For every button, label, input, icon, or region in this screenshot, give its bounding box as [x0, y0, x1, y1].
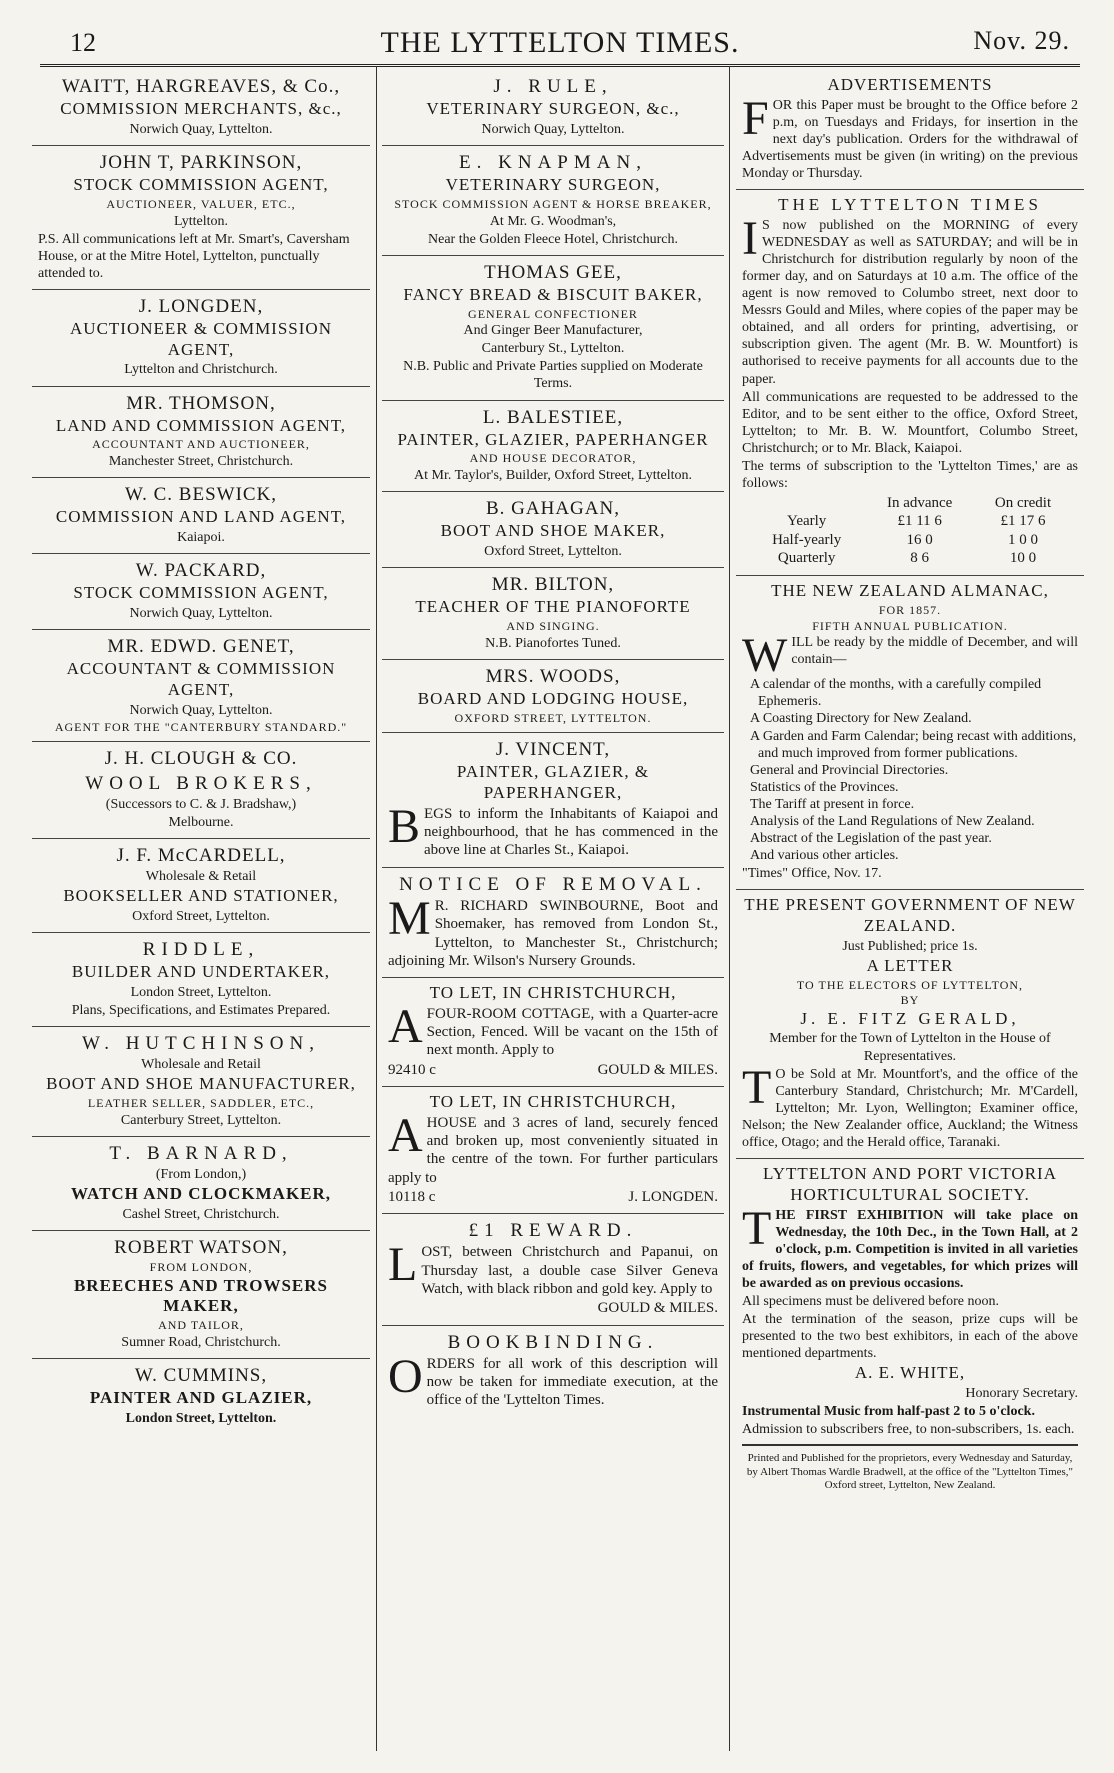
ad-address: Cashel Street, Christchurch. [122, 1206, 280, 1222]
ad-heading: TO LET, IN CHRISTCHURCH, [429, 983, 677, 1003]
ad-address: Kaiapoi. [177, 530, 225, 546]
ad-knapman [382, 146, 724, 256]
page-number: 12 [70, 28, 96, 57]
ad-barnard [32, 1137, 370, 1231]
ad-heading: E. KNAPMAN, [459, 151, 647, 173]
ad-heading: W. CUMMINS, [134, 1364, 268, 1386]
ad-subheading: COMMISSION MERCHANTS, &c., [60, 99, 342, 119]
notice-horticultural-society [736, 1159, 1084, 1499]
drop-cap: A [388, 999, 423, 1053]
ad-heading: ROBERT WATSON, [114, 1236, 288, 1258]
ad-subheading: BOOKSELLER AND STATIONER, [63, 886, 339, 906]
ad-subheading: PAINTER, GLAZIER, & PAPERHANGER, [456, 762, 650, 803]
notice-author: A. E. WHITE, [854, 1363, 966, 1383]
ad-beswick [32, 478, 370, 554]
ad-heading: B. GAHAGAN, [486, 498, 620, 520]
ad-subheading: BOARD AND LODGING HOUSE, [417, 688, 689, 708]
ad-line: ACCOUNTANT AND AUCTIONEER, [92, 437, 310, 452]
ad-address: Norwich Quay, Lyttelton. [129, 702, 273, 718]
list-item: A Garden and Farm Calendar; being recast with additions, and much improved from former publications. [750, 728, 1077, 761]
ad-packard [32, 554, 370, 630]
ad-ref: 10118 c [388, 1188, 436, 1205]
ad-heading: THOMAS GEE, [484, 261, 622, 283]
notice-body: All specimens must be delivered before noon. [742, 1293, 999, 1309]
ad-heading: W. HUTCHINSON, [82, 1033, 320, 1055]
ad-gahagan [382, 492, 724, 568]
ad-reward [382, 1214, 724, 1325]
ad-line: And Ginger Beer Manufacturer, [463, 323, 643, 339]
ad-address: Canterbury St., Lyttelton. [481, 341, 625, 357]
printer-imprint: Printed and Published for the proprietors, every Wednesday and Saturday, by Albert Thomas Wardle Bradwell, at the office of the "Lyttelton Times," Oxford street, Lyttelton, New Zealand. [742, 1444, 1078, 1492]
ad-heading: WAITT, HARGREAVES, & Co., [61, 76, 341, 97]
ad-subheading: LAND AND COMMISSION AGENT, [55, 415, 347, 435]
ad-address: Melbourne. [168, 814, 234, 830]
issue-date: Nov. 29. [973, 26, 1070, 55]
ad-heading: W. PACKARD, [135, 560, 267, 582]
ad-line: Wholesale & Retail [145, 869, 257, 885]
ad-body: FOUR-ROOM COTTAGE, with a Quarter-acre Section, Fenced. Will be vacant on the 15th of next month. Apply to [426, 1005, 718, 1059]
ad-line: (From London,) [155, 1166, 247, 1182]
ad-address: Norwich Quay, Lyttelton. [129, 606, 273, 622]
ad-subheading: PAINTER AND GLAZIER, [89, 1387, 313, 1407]
table-header: On credit [994, 495, 1052, 512]
ad-subheading: BOOT AND SHOE MAKER, [440, 521, 666, 541]
ad-rule [382, 70, 724, 146]
drop-cap: T [742, 1060, 772, 1114]
notice-heading: ADVERTISEMENTS [827, 75, 993, 94]
table-row: Quarterly 8 6 10 0 [777, 550, 1037, 566]
notice-body: Instrumental Music from half-past 2 to 5 o'clock. [742, 1404, 1035, 1420]
column-3 [736, 70, 1084, 1499]
notice-line: Honorary Secretary. [965, 1385, 1078, 1401]
ad-signature: J. LONGDEN. [628, 1188, 718, 1205]
ad-address: Oxford Street, Lyttelton. [132, 908, 270, 924]
list-item: Statistics of the Provinces. [750, 779, 899, 795]
notice-government [736, 890, 1084, 1159]
column-1 [32, 70, 370, 1434]
notice-line: BY [900, 993, 920, 1008]
notice-author: J. E. FITZ GERALD, [800, 1008, 1020, 1028]
ad-genet [32, 630, 370, 742]
ad-line: AND HOUSE DECORATOR, [469, 451, 637, 466]
list-item: General and Provincial Directories. [750, 762, 949, 778]
column-divider [376, 66, 377, 1751]
ad-subheading: COMMISSION AND LAND AGENT, [55, 507, 347, 527]
ad-heading: MRS. WOODS, [485, 665, 621, 687]
notice-body: Admission to subscribers free, to non-subscribers, 1s. each. [742, 1422, 1075, 1438]
list-item: Abstract of the Legislation of the past year. [750, 830, 992, 846]
list-item: A calendar of the months, with a carefully compiled Ephemeris. [750, 677, 1042, 710]
notice-heading: LYTTELTON AND PORT VICTORIA HORTICULTURAL SOCIETY. [763, 1164, 1057, 1204]
ad-note: N.B. Public and Private Parties supplied on Moderate Terms. [403, 359, 703, 392]
ad-subheading: TEACHER OF THE PIANOFORTE [415, 597, 691, 617]
ad-address: Norwich Quay, Lyttelton. [481, 121, 625, 137]
list-item: The Tariff at present in force. [750, 796, 915, 812]
ad-subheading: VETERINARY SURGEON, [445, 175, 661, 195]
notice-line: Just Published; price 1s. [842, 938, 978, 954]
list-item: Analysis of the Land Regulations of New Zealand. [750, 813, 1035, 829]
almanac-contents [742, 676, 1078, 864]
ad-heading: £1 REWARD. [468, 1220, 638, 1242]
ad-address: Sumner Road, Christchurch. [121, 1334, 281, 1350]
ad-cummins [32, 1359, 370, 1434]
ad-parkinson [32, 146, 370, 290]
table-row: Half-yearly 16 0 1 0 0 [772, 531, 1039, 548]
ad-subheading: FANCY BREAD & BISCUIT BAKER, [403, 284, 703, 304]
ad-heading: J. F. McCARDELL, [116, 844, 286, 866]
ad-subheading: BREECHES AND TROWSERS MAKER, [73, 1275, 329, 1316]
notice-body: O be Sold at Mr. Mountfort's, and the office of the Canterbury Standard, Christchurch; Mr. M'Cardell, Lyttelton; Mr. Lyon, Wellington; Examiner office, Nelson; the New Zealander office, Auckland; the Witness office, Otago; and the Herald office, Taranaki. [742, 1066, 1078, 1150]
ad-subheading: WOOL BROKERS, [85, 772, 317, 794]
ad-ref: 92410 c [388, 1061, 436, 1078]
ad-heading: J. RULE, [493, 76, 613, 97]
ad-gee [382, 256, 724, 401]
list-item: A Coasting Directory for New Zealand. [750, 711, 972, 727]
drop-cap: M [388, 891, 431, 945]
ad-line: AUCTIONEER, VALUER, ETC., [106, 196, 296, 211]
ad-heading: L. BALESTIEE, [482, 406, 624, 428]
ad-note: P.S. All communications left at Mr. Smart's, Caversham House, or at the Mitre Hotel, Lyttelton, punctually attended to. [38, 231, 350, 281]
ad-signature: GOULD & MILES. [597, 1061, 718, 1078]
ad-waitt [32, 70, 370, 146]
ad-line: At Mr. G. Woodman's, [489, 213, 617, 229]
ad-heading: JOHN T, PARKINSON, [99, 151, 303, 173]
ad-subheading: AUCTIONEER & COMMISSION AGENT, [70, 319, 332, 359]
ad-heading: RIDDLE, [142, 939, 260, 961]
ad-subheading: STOCK COMMISSION AGENT, [73, 583, 329, 603]
ad-address: Canterbury Street, Lyttelton. [120, 1112, 282, 1128]
ad-heading: J. LONGDEN, [138, 295, 264, 317]
table-row: Yearly £1 11 6 £1 17 6 [786, 513, 1046, 530]
ad-body: OST, between Christchurch and Papanui, on Thursday last, a double case Silver Geneva Watch, with black ribbon and gold key. Apply to [421, 1244, 718, 1298]
ad-line: AGENT FOR THE "CANTERBURY STANDARD." [54, 719, 348, 734]
table-header: In advance [886, 495, 953, 512]
ad-to-let-cottage [382, 978, 724, 1087]
ad-line: LEATHER SELLER, SADDLER, ETC., [87, 1096, 315, 1111]
drop-cap: T [742, 1201, 772, 1255]
ad-address: Oxford Street, Lyttelton. [484, 544, 622, 560]
notice-body: All communications are requested to be addressed to the Editor, and to be sent either to the office, Oxford Street, Lyttelton; to Mr. B. W. Mountfort, Columbo Street, Christchurch; or to Mr. Black, Kaiapoi. [742, 389, 1078, 456]
notice-body: ILL be ready by the middle of December, and will contain— [791, 635, 1078, 668]
notice-advertisements [736, 70, 1084, 190]
ad-removal [382, 868, 724, 978]
ad-heading: NOTICE OF REMOVAL. [399, 873, 707, 895]
notice-signature: "Times" Office, Nov. 17. [742, 866, 882, 882]
ad-body: RDERS for all work of this description will now be taken for immediate execution, at the office of the 'Lyttelton Times. [426, 1355, 718, 1409]
ad-heading: J. H. CLOUGH & CO. [104, 748, 298, 770]
ad-hutchinson [32, 1027, 370, 1137]
masthead-rule [40, 64, 1080, 67]
ad-note: N.B. Pianofortes Tuned. [485, 635, 621, 651]
ad-bilton [382, 568, 724, 660]
notice-line: A LETTER [866, 955, 954, 975]
drop-cap: B [388, 799, 421, 853]
ad-heading: T. BARNARD, [109, 1142, 293, 1164]
ad-body: HOUSE and 3 acres of land, securely fenced and broken up, most conveniently situated in the centre of the town. For further particulars apply to [388, 1114, 718, 1186]
notice-body: At the termination of the season, prize cups will be presented to the two best exhibitors, in each of the above mentioned departments. [742, 1311, 1078, 1362]
ad-balestiee [382, 401, 724, 493]
notice-line: TO THE ELECTORS OF LYTTELTON, [796, 977, 1024, 992]
drop-cap: O [388, 1349, 423, 1403]
notice-almanac [736, 576, 1084, 890]
notice-body: HE FIRST EXHIBITION will take place on Wednesday, the 10th Dec., in the Town Hall, at 2 o'clock, p.m. Competition is invited in all varieties of fruits, flowers, and vegetables, for which prizes will be awarded as on previous occasions. [742, 1207, 1078, 1291]
notice-line: Member for the Town of Lyttelton in the House of Representatives. [769, 1031, 1051, 1064]
ad-line: AND SINGING. [506, 619, 600, 634]
ad-subheading: ACCOUNTANT & COMMISSION AGENT, [66, 659, 336, 700]
ad-thomson [32, 387, 370, 479]
ad-line: (Successors to C. & J. Bradshaw,) [105, 796, 297, 812]
ad-address: OXFORD STREET, LYTTELTON. [454, 710, 652, 725]
ad-bookbinding [382, 1326, 724, 1417]
ad-line: FROM LONDON, [149, 1260, 253, 1275]
ad-subheading: BUILDER AND UNDERTAKER, [71, 962, 331, 982]
notice-line: FOR 1857. [878, 603, 942, 618]
notice-line: FIFTH ANNUAL PUBLICATION. [812, 618, 1008, 633]
ad-heading: BOOKBINDING. [447, 1331, 659, 1353]
ad-subheading: WATCH AND CLOCKMAKER, [70, 1184, 332, 1204]
ad-line: Plans, Specifications, and Estimates Prepared. [71, 1003, 331, 1019]
notice-heading: THE NEW ZEALAND ALMANAC, [771, 581, 1049, 601]
ad-address: Lyttelton and Christchurch. [124, 362, 278, 378]
ad-address: Near the Golden Fleece Hotel, Christchurch. [428, 231, 678, 247]
notice-body: OR this Paper must be brought to the Office before 2 p.m, on Tuesdays and Fridays, for insertion in the next day's publication. Orders for the withdrawal of Advertisements must be given (in writing) on the previous Monday or Thursday. [742, 97, 1078, 182]
ad-subheading: PAINTER, GLAZIER, PAPERHANGER [397, 429, 709, 449]
masthead [40, 22, 1080, 62]
ad-line: GENERAL CONFECTIONER [468, 306, 638, 321]
notice-body: S now published on the MORNING of every WEDNESDAY as well as SATURDAY; and will be in Christchurch for distribution regularly by noon of the former day, and on Saturdays at 10 a.m. The office of the agent is now removed to Columbo street, next door to Messrs Gould and Miles, where copies of the paper may be obtained, and all orders for printing, advertising, or subscription given. The agent (Mr. B. W. Mountfort) is authorised to receive payments for all accounts due to the paper. [742, 217, 1078, 387]
list-item: And various other articles. [750, 848, 899, 864]
ad-clough [32, 742, 370, 839]
drop-cap: F [742, 91, 769, 145]
notice-heading: THE PRESENT GOVERNMENT OF NEW ZEALAND. [744, 895, 1076, 935]
drop-cap: W [742, 629, 788, 683]
notice-lyttelton-times [736, 190, 1084, 576]
ad-mccardell [32, 839, 370, 933]
ad-woods [382, 660, 724, 734]
ad-heading: J. VINCENT, [495, 739, 611, 761]
column-divider [729, 66, 730, 1751]
ad-address: London Street, Lyttelton. [130, 984, 272, 1000]
ad-subheading: BOOT AND SHOE MANUFACTURER, [46, 1074, 356, 1094]
ad-line: AND TAILOR, [158, 1318, 244, 1333]
ad-subheading: STOCK COMMISSION AGENT, [73, 175, 329, 195]
ad-address: At Mr. Taylor's, Builder, Oxford Street, Lyttelton. [414, 468, 692, 484]
ad-heading: MR. BILTON, [491, 574, 615, 596]
notice-heading: THE LYTTELTON TIMES [778, 195, 1042, 215]
drop-cap: A [388, 1108, 423, 1162]
notice-body: The terms of subscription to the 'Lyttelton Times,' are as follows: [742, 458, 1078, 492]
ad-longden [32, 290, 370, 387]
ad-subheading: VETERINARY SURGEON, &c., [426, 99, 680, 119]
drop-cap: I [742, 211, 758, 265]
ad-line: Wholesale and Retail [141, 1057, 261, 1073]
ad-watson [32, 1231, 370, 1359]
drop-cap: L [388, 1238, 418, 1292]
ad-body: R. RICHARD SWINBOURNE, Boot and Shoemaker, has removed from London St., Lyttelton, to Manchester St., Christchurch; adjoining Mr. Wilson's Nursery Grounds. [388, 897, 718, 969]
ad-heading: TO LET, IN CHRISTCHURCH, [429, 1092, 677, 1112]
ad-vincent [382, 733, 724, 868]
ad-address: Norwich Quay, Lyttelton. [129, 121, 273, 137]
ad-riddle [32, 933, 370, 1027]
ad-address: Lyttelton. [173, 213, 229, 229]
ad-heading: W. C. BESWICK, [124, 484, 278, 506]
ad-heading: MR. THOMSON, [126, 392, 276, 414]
newspaper-title: THE LYTTELTON TIMES. [380, 26, 740, 59]
ad-body: EGS to inform the Inhabitants of Kaiapoi and neighbourhood, that he has commenced in the above line at Charles St., Kaiapoi. [424, 805, 718, 859]
ad-to-let-house [382, 1087, 724, 1214]
ad-heading: MR. EDWD. GENET, [107, 636, 295, 658]
ad-address: Manchester Street, Christchurch. [108, 454, 294, 470]
ad-address: London Street, Lyttelton. [125, 1410, 277, 1426]
ad-line: STOCK COMMISSION AGENT & HORSE BREAKER, [394, 196, 712, 211]
subscription-table [749, 494, 1072, 567]
column-2 [382, 70, 724, 1417]
ad-signature: GOULD & MILES. [597, 1300, 718, 1317]
